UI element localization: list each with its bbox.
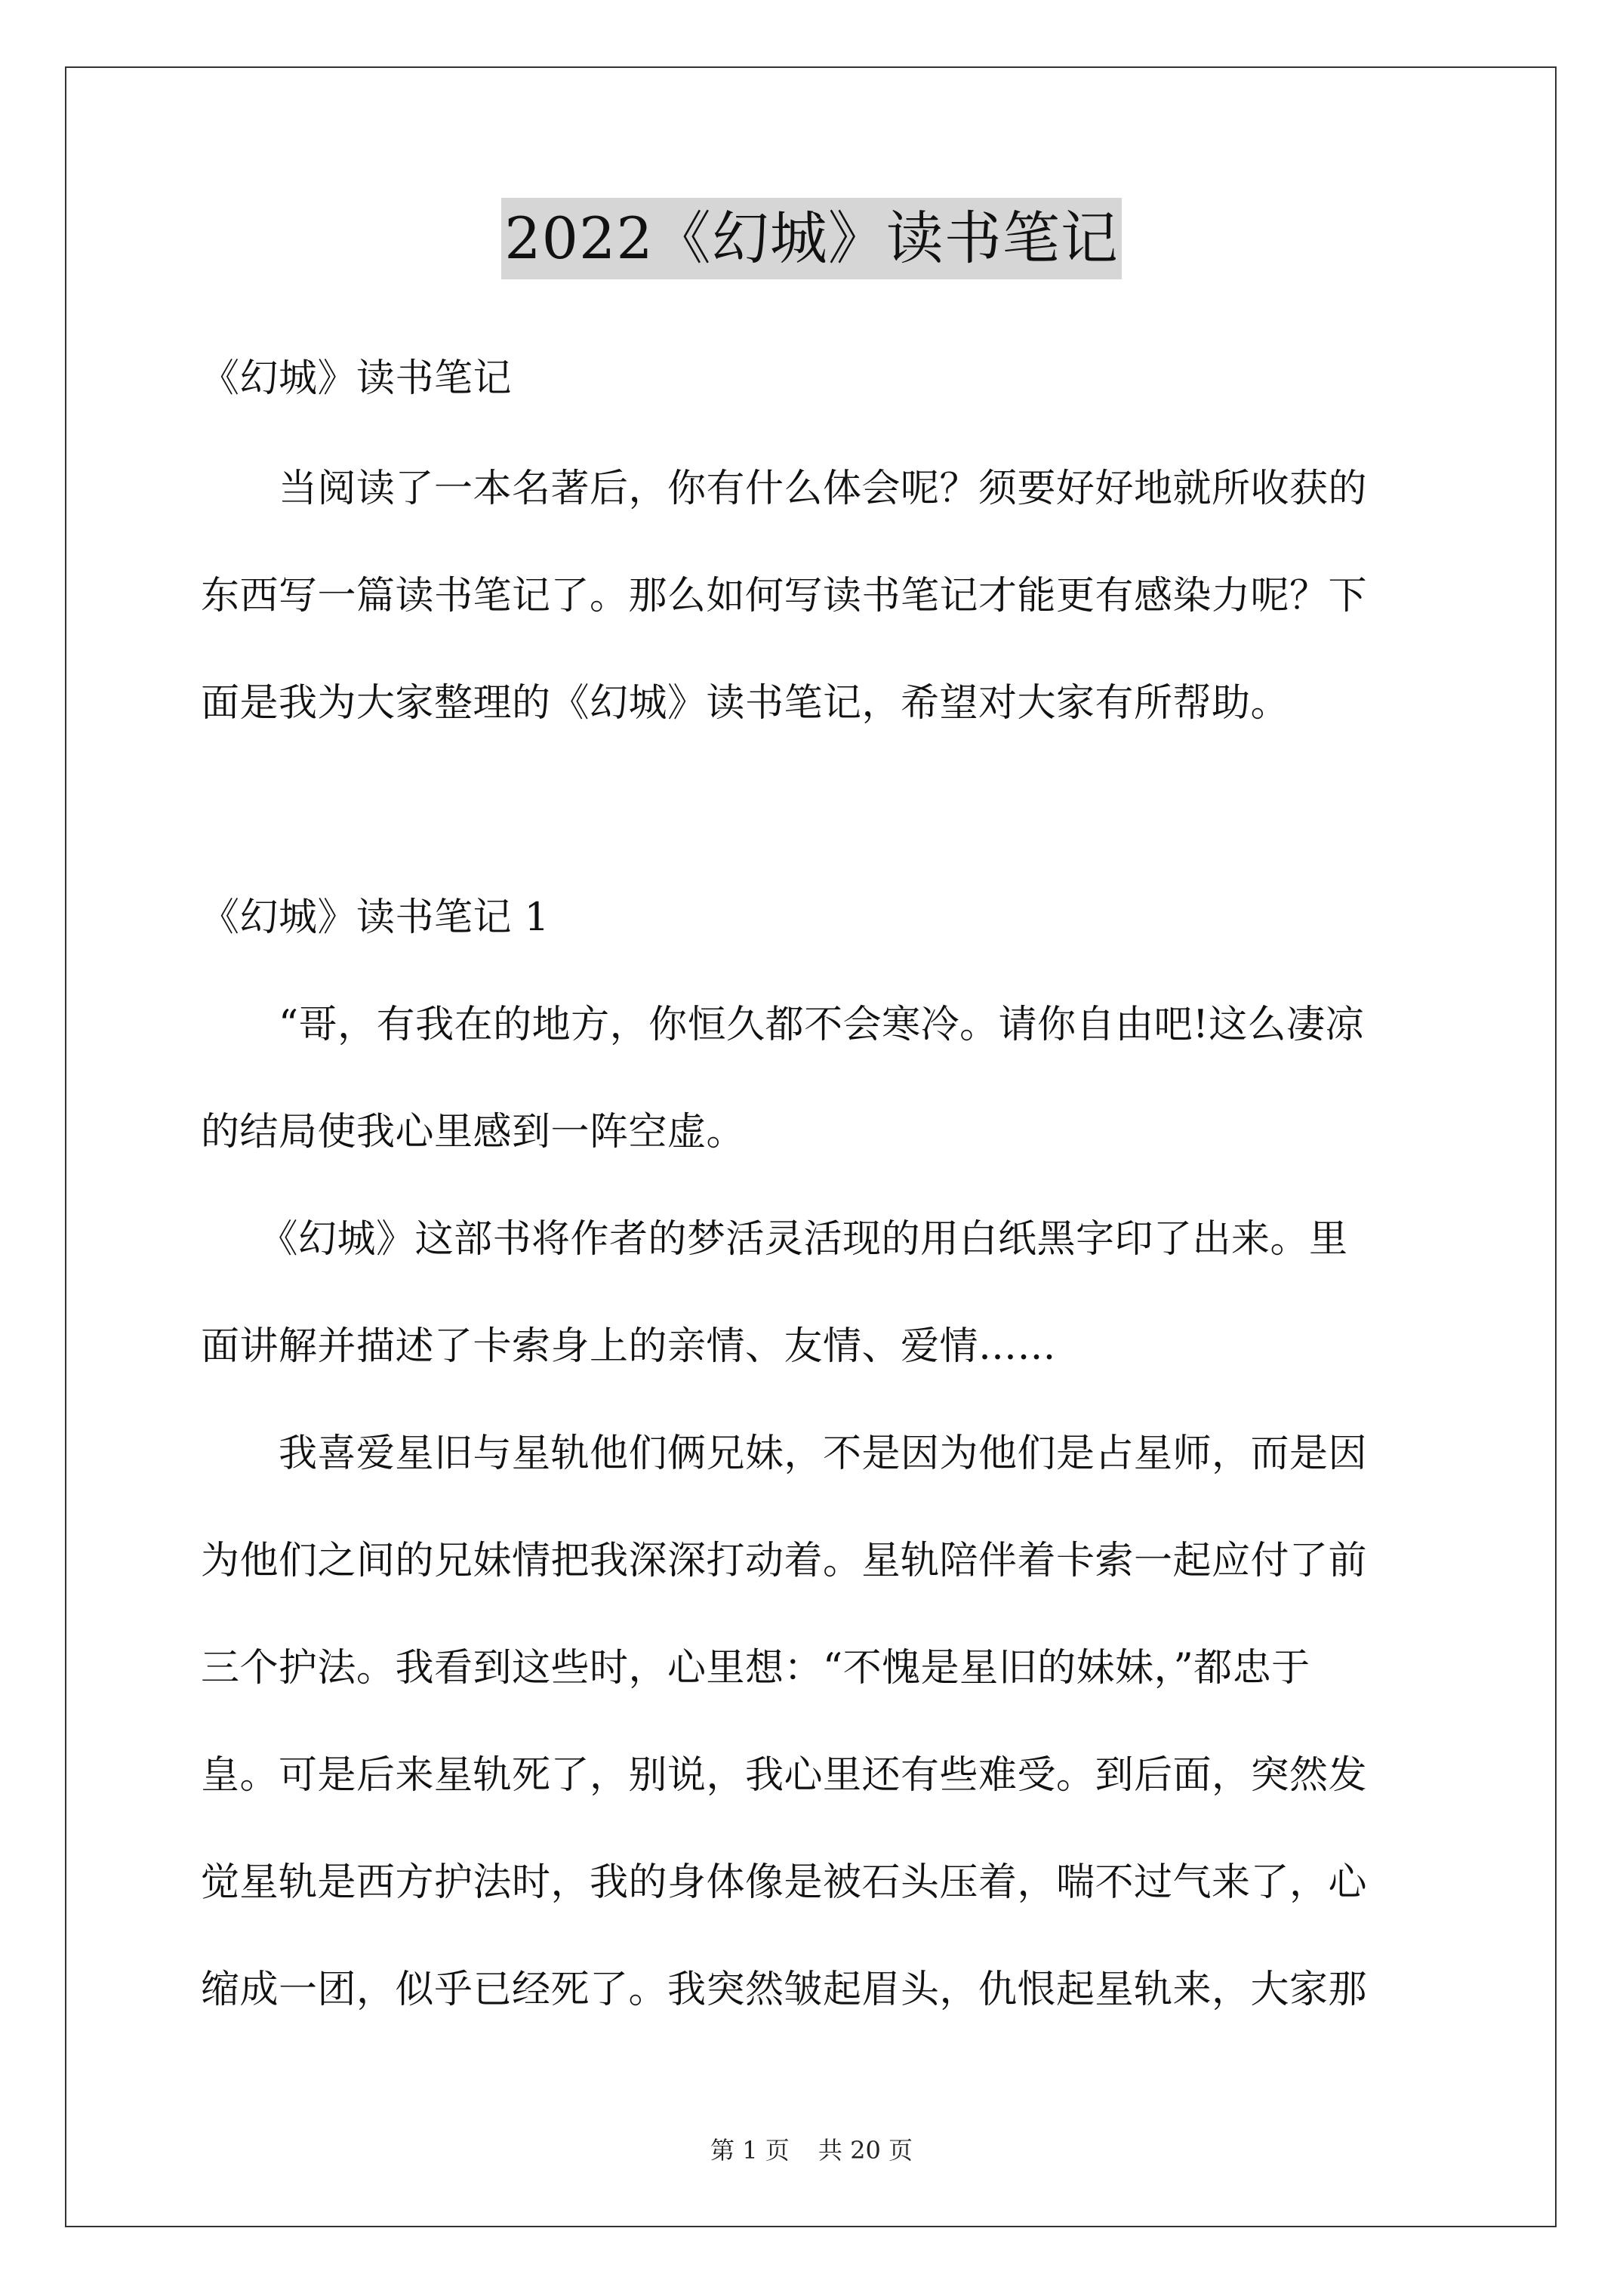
page-footer — [0, 2135, 1623, 2165]
text-line: 我喜爱星旧与星轨他们俩兄妹，不是因为他们是占星师，而是因 — [201, 1432, 1368, 1476]
page-number: 第 1 页 — [710, 2136, 790, 2165]
title-container — [0, 198, 1623, 279]
text-line: 面讲解并描述了卡索身上的亲情、友情、爱情…… — [201, 1324, 1057, 1369]
text-line: 为他们之间的兄妹情把我深深打动着。星轨陪伴着卡索一起应付了前 — [201, 1539, 1368, 1583]
text-line: “哥，有我在的地方，你恒久都不会寒冷。请你自由吧!这么凄凉 — [201, 1003, 1365, 1047]
section-heading: 《幻城》读书笔记 1 — [201, 895, 550, 940]
text-line: 缩成一团，似乎已经死了。我突然皱起眉头，仇恨起星轨来，大家那 — [201, 1968, 1368, 2012]
intro-heading: 《幻城》读书笔记 — [201, 356, 513, 401]
text-line: 的结局使我心里感到一阵空虚。 — [201, 1110, 746, 1154]
text-line: 三个护法。我看到这些时，心里想：“不愧是星旧的妹妹，”都忠于 — [201, 1646, 1310, 1690]
text-line: 面是我为大家整理的《幻城》读书笔记，希望对大家有所帮助。 — [201, 681, 1290, 726]
text-line: 《幻城》这部书将作者的梦活灵活现的用白纸黑字印了出来。里 — [201, 1217, 1348, 1262]
page-total: 共 20 页 — [818, 2136, 913, 2165]
text-line: 东西写一篇读书笔记了。那么如何写读书笔记才能更有感染力呢？下 — [201, 574, 1368, 618]
document-title: 2022《幻城》读书笔记 — [501, 198, 1121, 279]
text-line: 觉星轨是西方护法时，我的身体像是被石头压着，喘不过气来了，心 — [201, 1860, 1368, 1905]
text-line: 皇。可是后来星轨死了，别说，我心里还有些难受。到后面，突然发 — [201, 1753, 1368, 1798]
text-line: 当阅读了一本名著后，你有什么体会呢？须要好好地就所收获的 — [201, 467, 1368, 511]
